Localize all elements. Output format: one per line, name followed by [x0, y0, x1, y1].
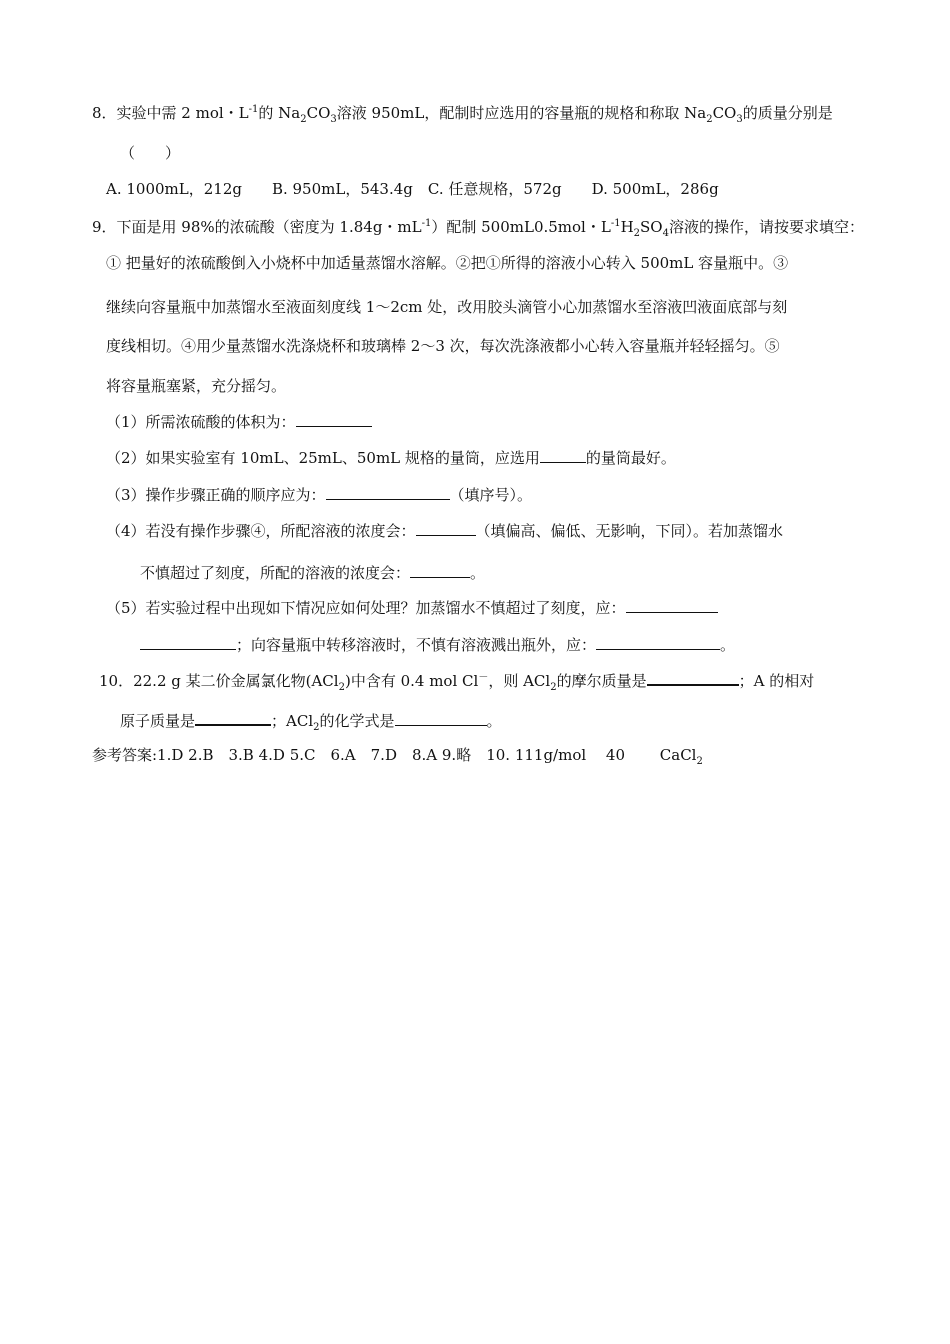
answer-blank — [140, 635, 236, 650]
q9-sub-5-cont: ；向容量瓶中转移溶液时，不慎有溶液溅出瓶外，应： 。 — [140, 635, 735, 655]
answer-blank — [647, 670, 739, 686]
q9-procedure-line-4: 将容量瓶塞紧，充分摇匀。 — [106, 377, 287, 395]
q9-sub-2: （2）如果实验室有 10mL、25mL、50mL 规格的量筒，应选用 的量筒最好。 — [106, 449, 676, 467]
answer-blank — [395, 711, 487, 726]
answer-blank — [410, 563, 470, 578]
answer-blank — [416, 521, 476, 536]
reference-answers: 参考答案:1.D 2.B 3.B 4.D 5.C 6.A 7.D 8.A 9.略 10. 111g/mol 40 CaCl$_2$ — [92, 746, 703, 767]
answer-blank — [326, 485, 450, 500]
answer-blank — [540, 448, 586, 463]
answer-blank — [296, 412, 372, 427]
q9-procedure-line-3: 度线相切。④用少量蒸馏水洗涤烧杯和玻璃棒 2～3 次，每次洗涤液都小心转入容量瓶并轻轻摇匀。⑤ — [106, 337, 780, 355]
q9-sub-4: （4）若没有操作步骤④，所配溶液的浓度会： （填偏高、偏低、无影响，下同）。若加蒸馏水 — [106, 522, 784, 540]
answer-blank — [195, 710, 271, 726]
q9-procedure-line-2: 继续向容量瓶中加蒸馏水至液面刻度线 1～2cm 处，改用胶头滴管小心加蒸馏水至溶液凹液面底部与刻 — [106, 298, 788, 316]
answer-blank — [626, 598, 718, 613]
q9-sub-4-cont: 不慎超过了刻度，所配的溶液的浓度会： 。 — [140, 564, 486, 582]
q9-procedure-line-1: ① 把量好的浓硫酸倒入小烧杯中加适量蒸馏水溶解。②把①所得的溶液小心转入 500mL 容量瓶中。③ — [106, 254, 789, 272]
q9-sub-3: （3）操作步骤正确的顺序应为： （填序号）。 — [106, 486, 533, 504]
answer-blank — [596, 635, 720, 650]
q10-stem-cont: 原子质量是 ；ACl$_2$的化学式是 。 — [120, 712, 502, 733]
q9-sub-1: （1）所需浓硫酸的体积为： — [106, 412, 372, 432]
q10-stem: 10．22.2 g 某二价金属氯化物(ACl$_2$)中含有 0.4 mol Cl－，则 ACl$_2$的摩尔质量是 ；A 的相对 — [99, 672, 815, 693]
q8-stem: 8．实验中需 2 mol・$L^{-1}$的 $Na_2CO_3$溶液 950mL，配制时应选用的容量瓶的规格和称取 $Na_2CO_3$的质量分别是 — [92, 104, 833, 125]
q8-answer-paren: （ ） — [120, 144, 181, 162]
q9-sub-5: （5）若实验过程中出现如下情况应如何处理？加蒸馏水不慎超过了刻度，应： — [106, 598, 718, 618]
q9-stem: 9．下面是用 98%的浓硫酸（密度为 1.84g・$mL^{-1}$）配制 500mL0.5mol・$L^{-1}H_2SO_4$溶液的操作，请按要求填空： — [92, 218, 864, 239]
q8-options: A. 1000mL，212g B. 950mL，543.4g C. 任意规格，572g D. 500mL，286g — [106, 180, 719, 198]
